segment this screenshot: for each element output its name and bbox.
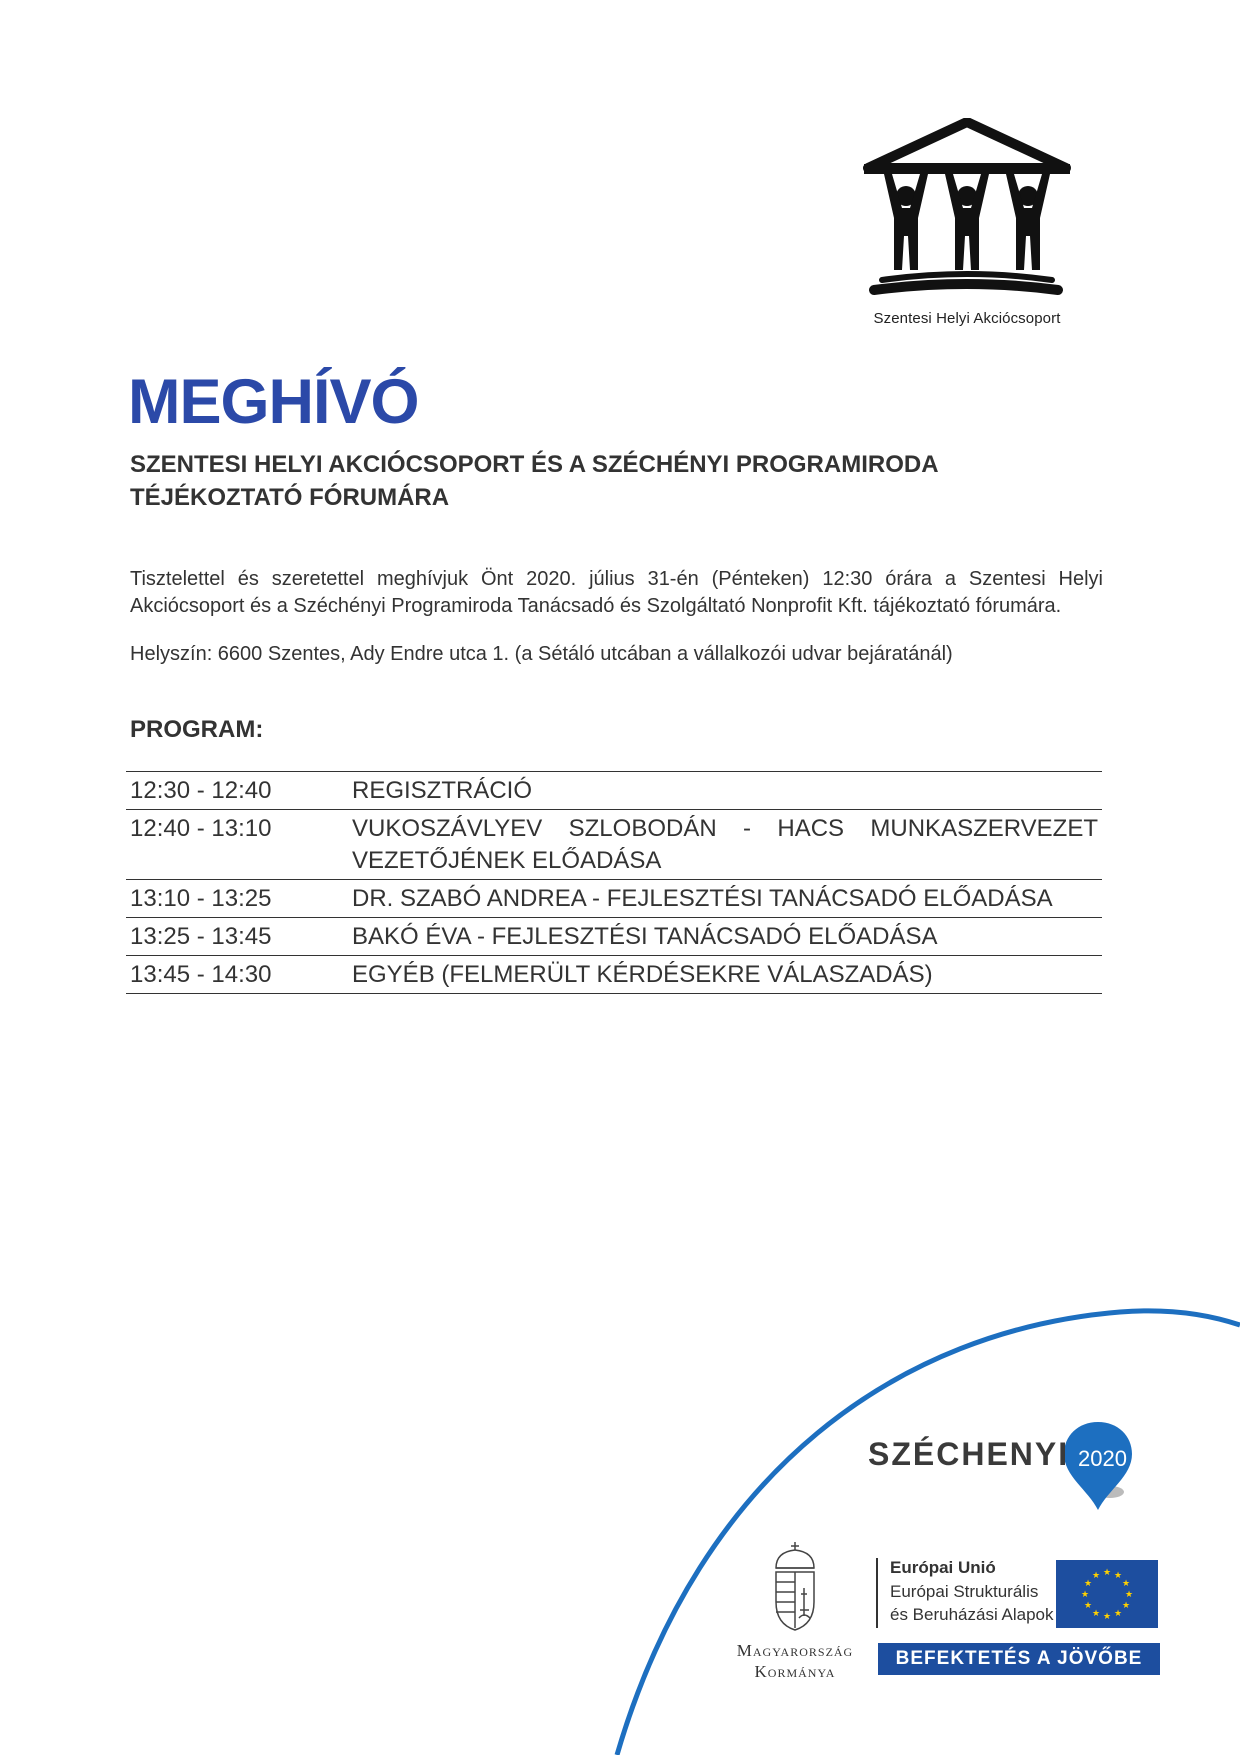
svg-text:★: ★ (1091, 1609, 1101, 1619)
organization-logo (862, 118, 1072, 330)
svg-text:★: ★ (1102, 1568, 1112, 1578)
program-time: 12:40 - 13:10 (130, 815, 272, 842)
svg-text:★: ★ (1121, 1601, 1131, 1611)
three-figures-holding-roof-icon (862, 118, 1072, 308)
program-time: 13:45 - 14:30 (130, 961, 272, 988)
eu-banner: BEFEKTETÉS A JÖVŐBE (878, 1643, 1160, 1675)
szechenyi-2020-logo (868, 1418, 1148, 1518)
program-row (126, 956, 1102, 994)
program-row (126, 810, 1102, 880)
intro-line-1: Tisztelettel és szeretettel meghívjuk Önt 2020. július 31-én (Pénteken) 12:30 órára a Szentesi Helyi (130, 568, 1103, 590)
program-table (126, 771, 1102, 994)
program-row (126, 918, 1102, 956)
program-description: DR. SZABÓ ANDREA - FEJLESZTÉSI TANÁCSADÓ ELŐADÁSA (352, 885, 1053, 912)
svg-text:★: ★ (1083, 1601, 1093, 1611)
svg-text:★: ★ (1113, 1609, 1123, 1619)
program-description: REGISZTRÁCIÓ (352, 777, 533, 804)
intro-line-2: Akciócsoport és a Széchényi Programiroda Tanácsadó és Szolgáltató Nonprofit Kft. tájékoztató fórumára. (130, 595, 1062, 617)
government-name-line-1: Magyarország (736, 1641, 854, 1660)
subtitle (130, 448, 1030, 514)
svg-text:★: ★ (1091, 1571, 1101, 1581)
szechenyi-wordmark: SZÉCHENYI (868, 1436, 1070, 1472)
intro-paragraph (130, 566, 1103, 620)
program-row (126, 772, 1102, 810)
program-time: 12:30 - 12:40 (130, 777, 272, 804)
eu-title: Európai Unió (890, 1558, 996, 1577)
program-heading: PROGRAM: (130, 716, 264, 743)
eu-subtitle-line-1: Európai Strukturális (890, 1582, 1039, 1601)
program-description: EGYÉB (FELMERÜLT KÉRDÉSEKRE VÁLASZADÁS) (352, 961, 933, 988)
government-name-line-2: Kormánya (754, 1662, 836, 1681)
program-time: 13:10 - 13:25 (130, 885, 272, 912)
program-time: 13:25 - 13:45 (130, 923, 272, 950)
svg-text:★: ★ (1080, 1590, 1090, 1600)
government-name (715, 1640, 875, 1682)
svg-text:★: ★ (1121, 1579, 1131, 1589)
hungarian-coat-of-arms-icon (768, 1540, 822, 1632)
program-description-line-1: VUKOSZÁVLYEV SZLOBODÁN - HACS MUNKASZERVEZET (352, 815, 1098, 842)
logo-caption: Szentesi Helyi Akciócsoport (873, 310, 1061, 327)
government-logo (715, 1540, 875, 1680)
subtitle-line-1: SZENTESI HELYI AKCIÓCSOPORT ÉS A SZÉCHÉNYI PROGRAMIRODA (130, 451, 939, 478)
divider (876, 1558, 878, 1628)
svg-text:★: ★ (1124, 1590, 1134, 1600)
svg-text:★: ★ (1083, 1579, 1093, 1589)
location-text: Helyszín: 6600 Szentes, Ady Endre utca 1. (a Sétáló utcában a vállalkozói udvar bejáratánál) (130, 643, 953, 665)
page-title: MEGHÍVÓ (128, 367, 419, 437)
program-description: BAKÓ ÉVA - FEJLESZTÉSI TANÁCSADÓ ELŐADÁSA (352, 923, 938, 950)
svg-text:★: ★ (1113, 1571, 1123, 1581)
eu-subtitle-line-2: és Beruházási Alapok (890, 1605, 1054, 1624)
subtitle-line-2: TÉJÉKOZTATÓ FÓRUMÁRA (130, 484, 450, 511)
szechenyi-year: 2020 (1078, 1446, 1127, 1471)
svg-text:★: ★ (1102, 1612, 1112, 1622)
program-description-line-2: VEZETŐJÉNEK ELŐADÁSA (352, 847, 662, 874)
program-description (352, 813, 1102, 877)
eu-funding-logo (876, 1556, 1160, 1678)
program-row (126, 880, 1102, 918)
eu-flag-icon (1056, 1560, 1158, 1628)
